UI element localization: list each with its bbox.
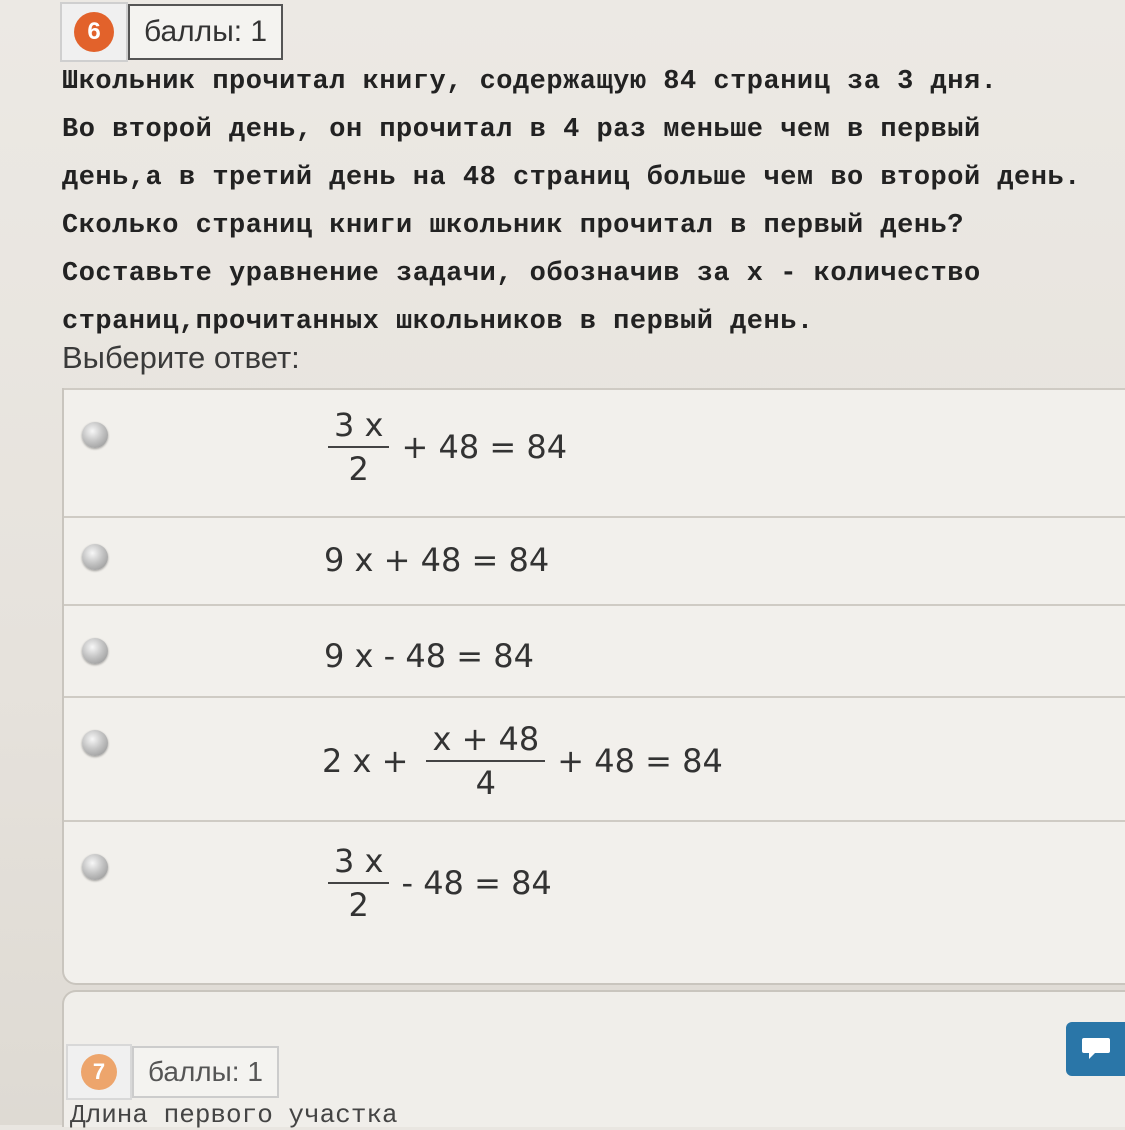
fraction-denominator: 4 — [475, 764, 497, 802]
answer-option-1[interactable] — [64, 388, 1125, 518]
answer-equation — [324, 540, 549, 580]
question-text-line: Сколько страниц книги школьник прочитал в первый день? — [62, 211, 964, 241]
equation-rest: - 48 = 84 — [401, 864, 552, 902]
answer-option-5[interactable] — [64, 820, 1125, 983]
question-points: баллы: 1 — [128, 4, 283, 60]
chat-bubble-icon — [1081, 1036, 1111, 1062]
equation-rest: 9 x - 48 = 84 — [324, 637, 534, 675]
next-question-number-badge: 7 — [81, 1054, 117, 1090]
fraction-denominator: 2 — [348, 450, 369, 488]
question-text-line: Во второй день, он прочитал в 4 раз меньше чем в первый — [62, 115, 981, 145]
answer-list — [62, 388, 1125, 985]
fraction-numerator: x + 48 — [432, 720, 540, 758]
next-question-text: Длина первого участка — [70, 1100, 398, 1130]
radio-button[interactable] — [82, 544, 108, 570]
answer-equation — [328, 840, 552, 926]
fraction — [426, 718, 545, 804]
question-text-line: день,а в третий день на 48 страниц больше чем во второй день. — [62, 163, 1081, 193]
fraction — [328, 840, 389, 926]
question-text — [62, 58, 1122, 346]
fraction-denominator: 2 — [348, 886, 369, 924]
question-text-line: Школьник прочитал книгу, содержащую 84 страниц за 3 дня. — [62, 67, 998, 97]
radio-button[interactable] — [82, 730, 108, 756]
answer-option-3[interactable] — [64, 604, 1125, 698]
question-number-box — [60, 2, 128, 62]
fraction-numerator: 3 x — [334, 842, 384, 880]
equation-rest: 9 x + 48 = 84 — [324, 541, 550, 579]
next-question-header — [66, 1046, 279, 1098]
fraction-numerator: 3 x — [334, 406, 384, 444]
next-question-points: баллы: 1 — [132, 1046, 279, 1098]
radio-button[interactable] — [82, 638, 108, 664]
answer-equation — [324, 636, 534, 676]
question-header — [60, 4, 283, 60]
answer-equation — [328, 404, 567, 490]
radio-button[interactable] — [82, 854, 108, 880]
equation-prefix: 2 x + — [322, 742, 409, 780]
equation-rest: + 48 = 84 — [401, 428, 568, 466]
next-question-number-box — [66, 1044, 132, 1100]
equation-rest: + 48 = 84 — [557, 742, 723, 780]
fraction — [328, 404, 389, 490]
question-text-line: страниц,прочитанных школьников в первый день. — [62, 307, 814, 337]
answer-option-2[interactable] — [64, 516, 1125, 606]
answer-option-4[interactable] — [64, 696, 1125, 822]
chat-button[interactable] — [1066, 1022, 1125, 1076]
answer-prompt: Выберите ответ: — [62, 340, 300, 375]
question-text-line: Составьте уравнение задачи, обозначив за x - количество — [62, 259, 981, 289]
question-number-badge: 6 — [74, 12, 114, 52]
answer-equation — [322, 718, 723, 804]
radio-button[interactable] — [82, 422, 108, 448]
